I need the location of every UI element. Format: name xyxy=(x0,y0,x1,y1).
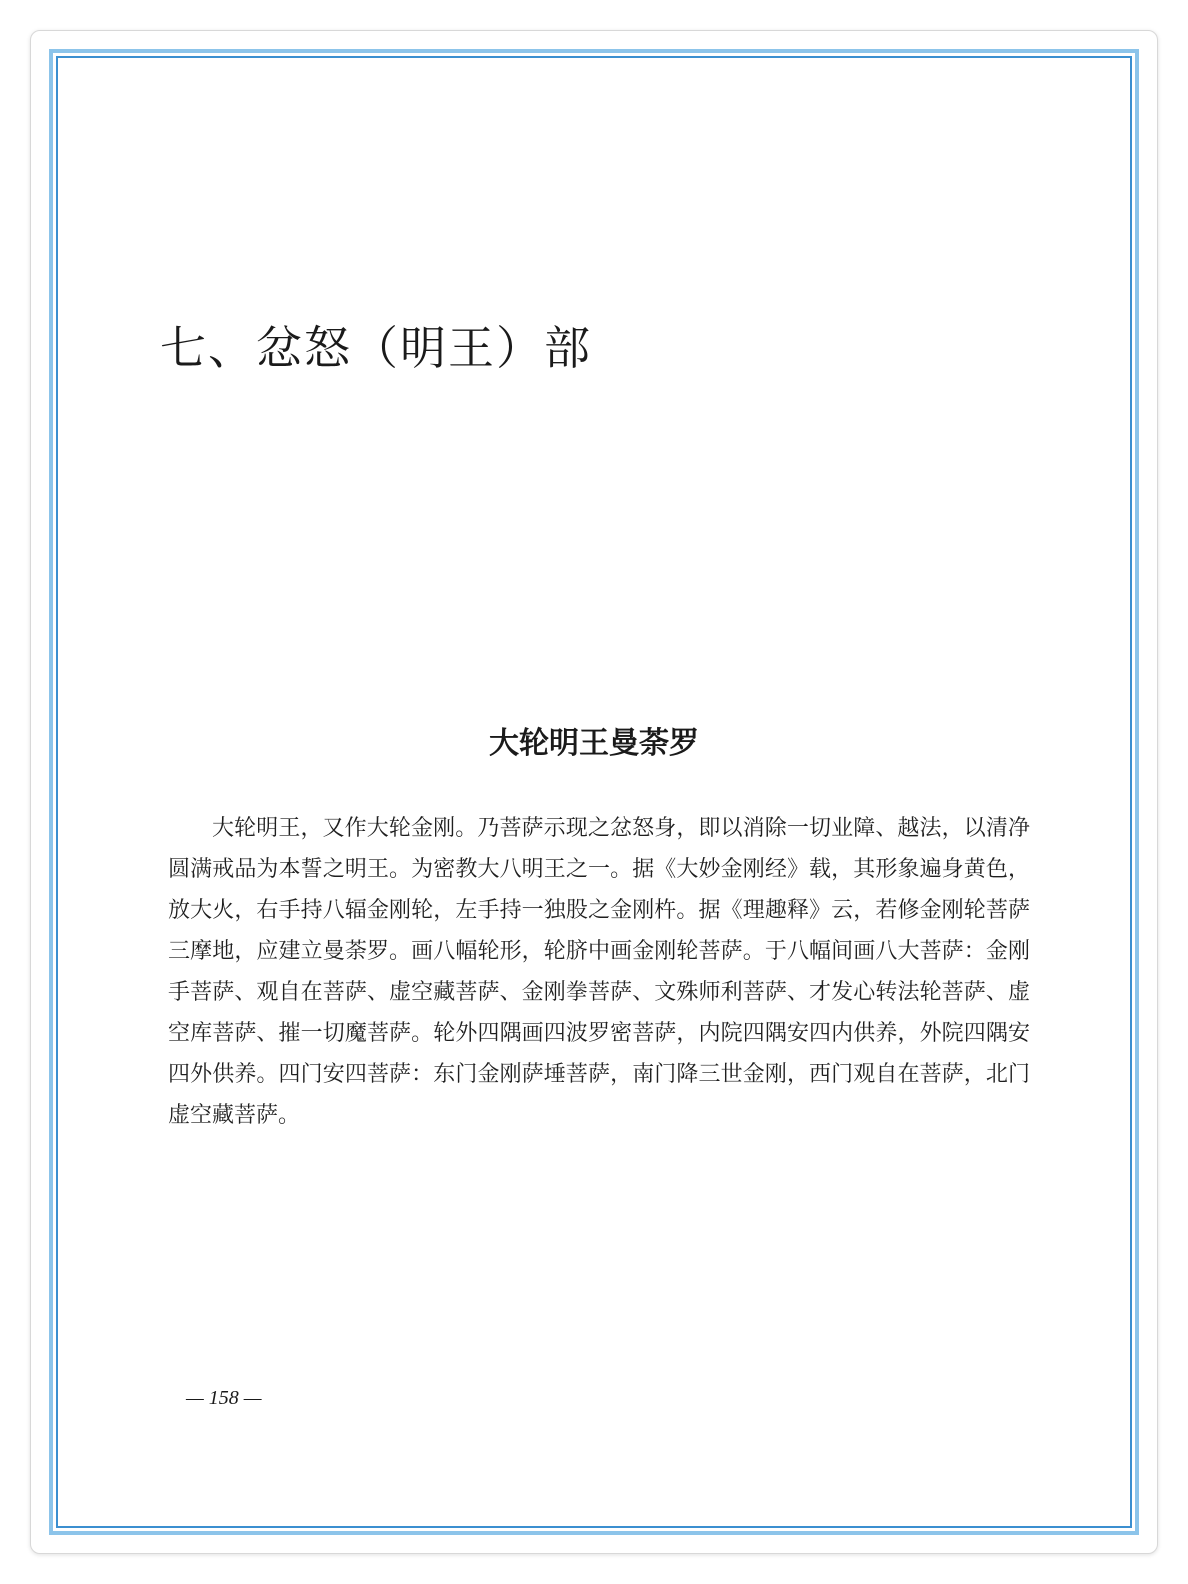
article-title: 大轮明王曼荼罗 xyxy=(489,726,699,761)
section-title: 七、忿怒（明王）部 xyxy=(160,321,592,375)
decorative-border xyxy=(49,49,1139,1535)
page-card xyxy=(30,30,1158,1554)
article-body: 大轮明王，又作大轮金刚。乃菩萨示现之忿怒身，即以消除一切业障、越法，以清净圆满戒品为本誓之明王。为密教大八明王之一。据《大妙金刚经》载，其形象遍身黄色，放大火，右手持八辐金刚轮，左手持一独股之金刚杵。据《理趣释》云，若修金刚轮菩萨三摩地，应建立曼荼罗。画八幅轮形，轮脐中画金刚轮菩萨。于八幅间画八大菩萨：金刚手菩萨、观自在菩萨、虚空藏菩萨、金刚拳菩萨、文殊师利菩萨、才发心转法轮菩萨、虚空库菩萨、摧一切魔菩萨。轮外四隅画四波罗密菩萨，内院四隅安四内供养，外院四隅安四外供养。四门安四菩萨：东门金刚萨埵菩萨，南门降三世金刚，西门观自在菩萨，北门虚空藏菩萨。 xyxy=(168,816,1030,1128)
page-content-area xyxy=(56,56,1132,1528)
page-number: — 158 — xyxy=(186,1387,262,1409)
